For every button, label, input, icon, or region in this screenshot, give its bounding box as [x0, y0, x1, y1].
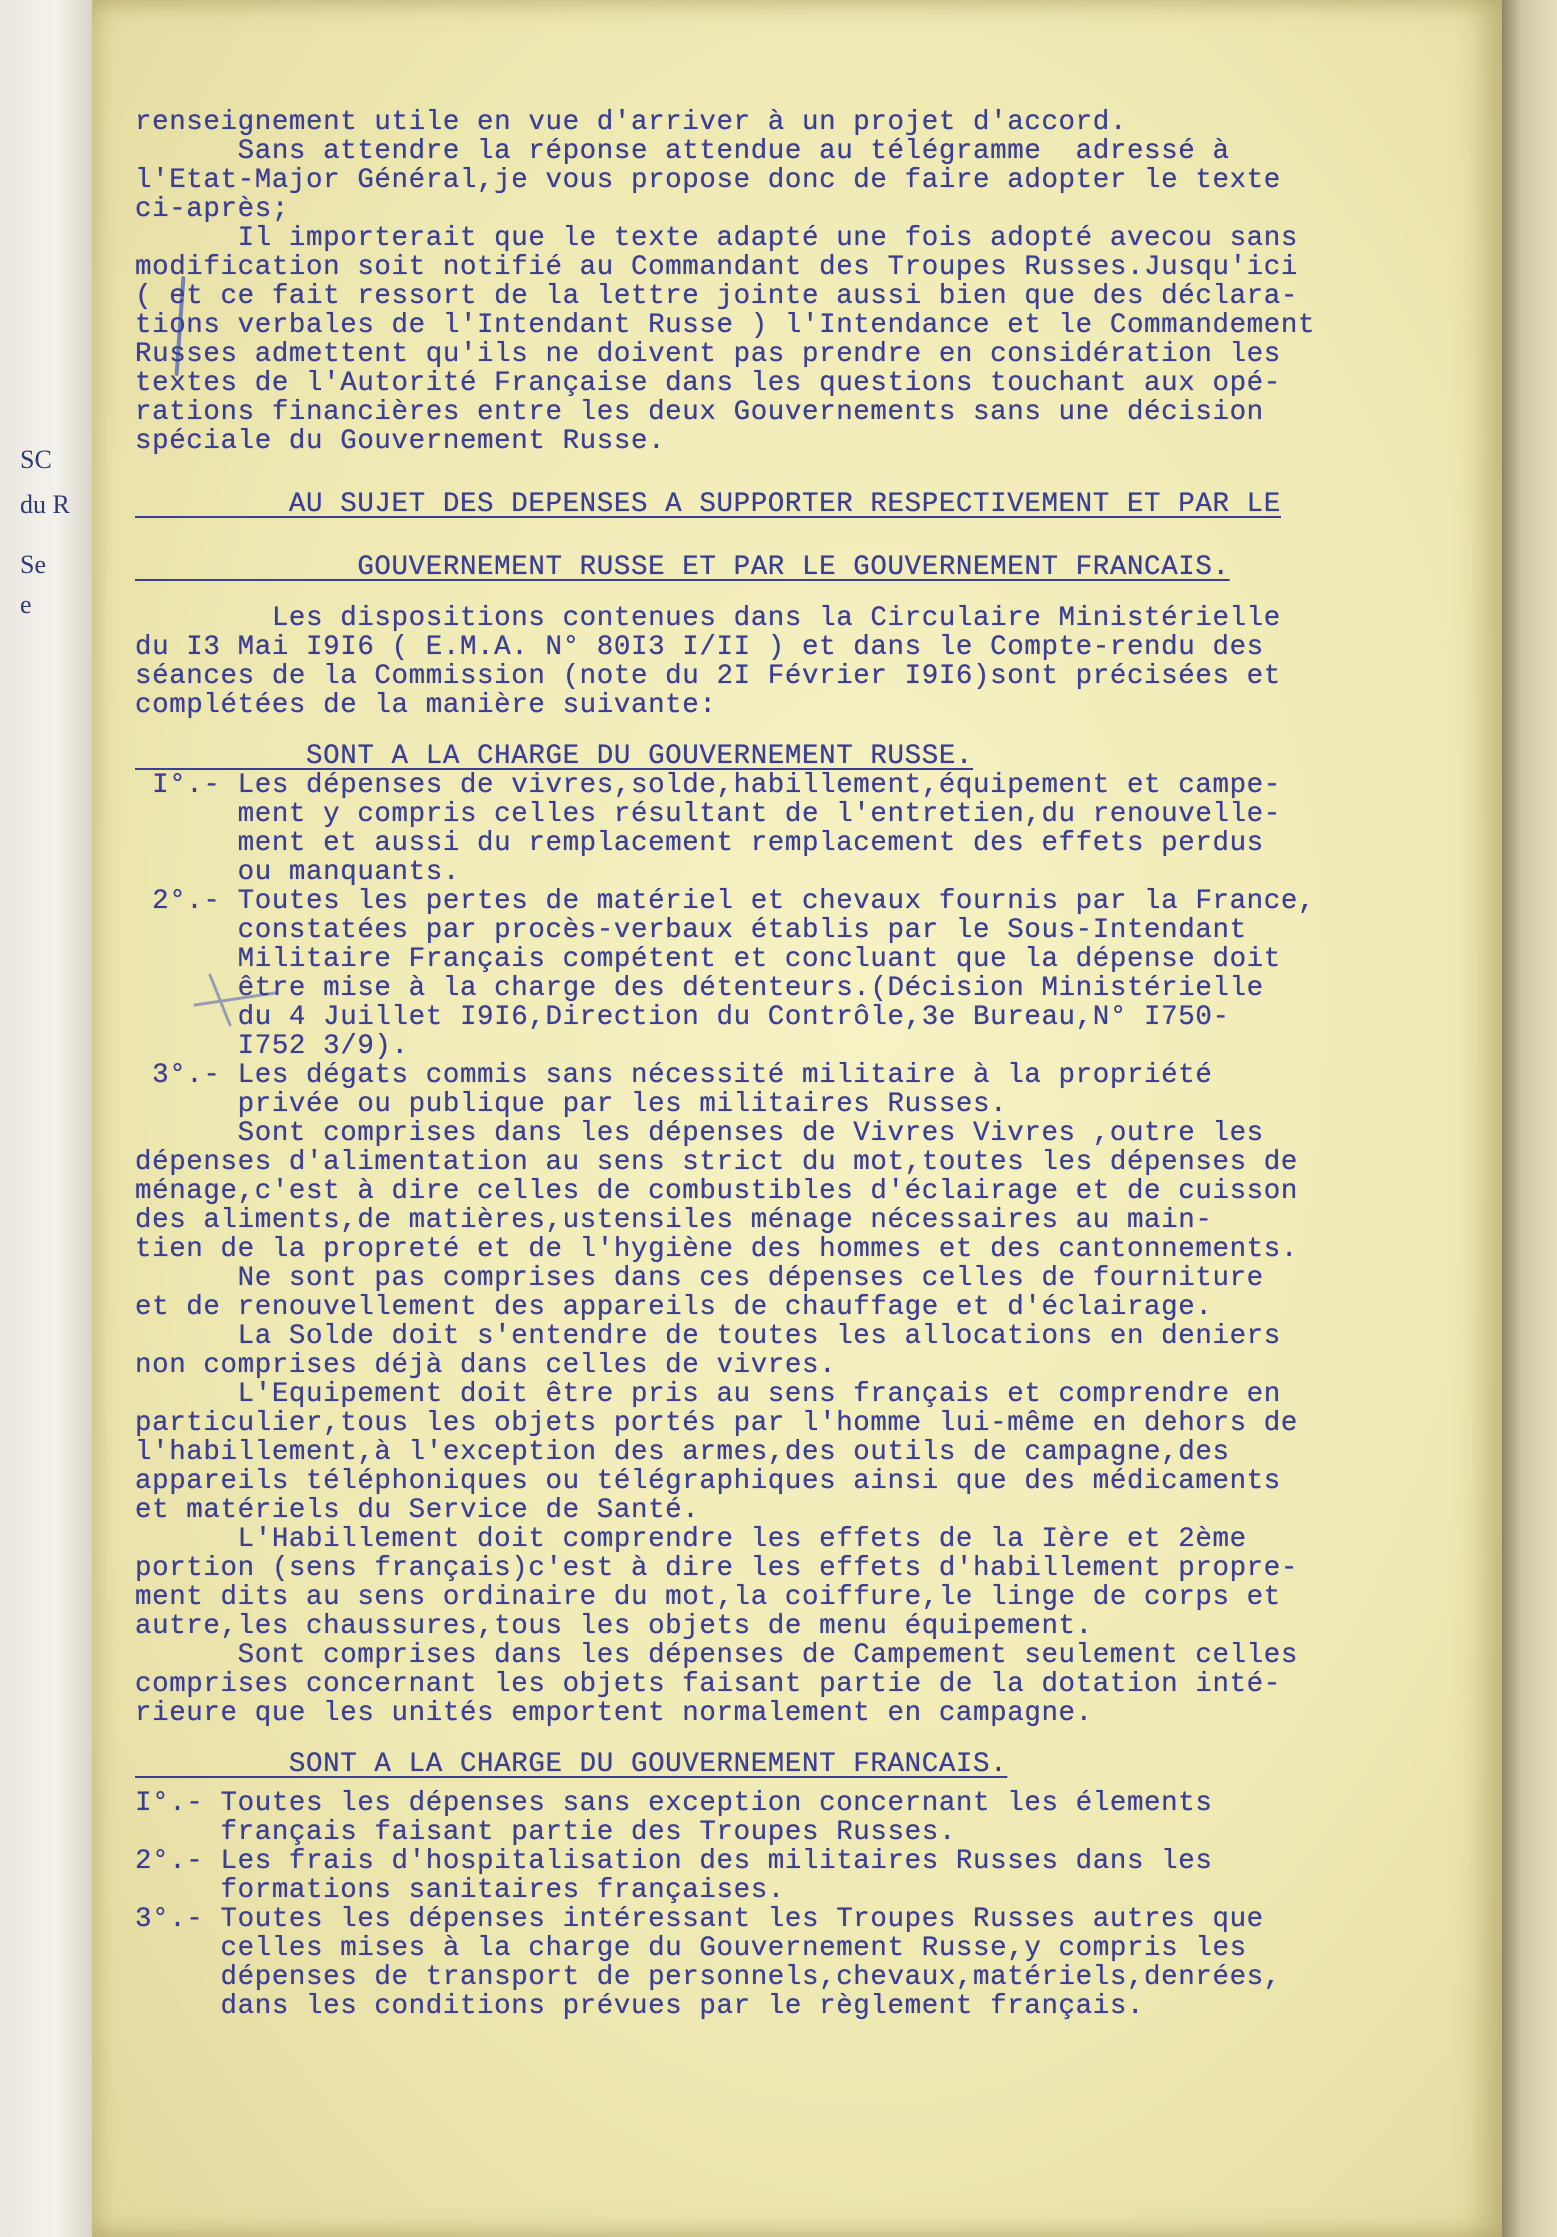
text-line: I°.- Toutes les dépenses sans exception concernant les élements	[135, 1788, 1213, 1819]
text-line: La Solde doit s'entendre de toutes les allocations en deniers	[135, 1321, 1281, 1352]
text-line: Il importerait que le texte adapté une fois adopté avecou sans	[135, 223, 1298, 254]
section-heading: SONT A LA CHARGE DU GOUVERNEMENT RUSSE.	[135, 741, 974, 772]
adjacent-page-edge	[0, 0, 94, 2237]
text-line: comprises concernant les objets faisant partie de la dotation inté-	[135, 1669, 1281, 1700]
margin-fragment: e	[20, 590, 32, 619]
text-line: privée ou publique par les militaires Russes.	[135, 1089, 1008, 1120]
text-line: Sans attendre la réponse attendue au télégramme adressé à	[135, 136, 1230, 167]
paragraph-gap	[135, 720, 1475, 742]
text-line: formations sanitaires françaises.	[135, 1875, 785, 1906]
text-line: Militaire Français compétent et concluant que la dépense doit	[135, 944, 1281, 975]
document-body	[135, 108, 1475, 2021]
text-line: tions verbales de l'Intendant Russe ) l'Intendance et le Commandement	[135, 310, 1316, 341]
text-line: dépenses de transport de personnels,chevaux,matériels,denrées,	[135, 1962, 1281, 1993]
text-line: 3°.- Toutes les dépenses intéressant les Troupes Russes autres que	[135, 1904, 1264, 1935]
text-line: autre,les chaussures,tous les objets de menu équipement.	[135, 1611, 1093, 1642]
text-line: complétées de la manière suivante:	[135, 690, 717, 721]
margin-fragment: du R	[20, 490, 70, 519]
text-line: ment y compris celles résultant de l'entretien,du renouvelle-	[135, 799, 1281, 830]
text-line: Sont comprises dans les dépenses de Campement seulement celles	[135, 1640, 1298, 1671]
margin-fragment: SC	[20, 445, 52, 474]
text-line: portion (sens français)c'est à dire les effets d'habillement propre-	[135, 1553, 1298, 1584]
section-heading: AU SUJET DES DEPENSES A SUPPORTER RESPECTIVEMENT ET PAR LE	[135, 489, 1281, 520]
text-line: dépenses d'alimentation au sens strict du mot,toutes les dépenses de	[135, 1147, 1298, 1178]
section-heading: GOUVERNEMENT RUSSE ET PAR LE GOUVERNEMENT FRANCAIS.	[135, 552, 1230, 583]
text-line: I752 3/9).	[135, 1031, 409, 1062]
text-line: l'Etat-Major Général,je vous propose donc de faire adopter le texte	[135, 165, 1281, 196]
text-line: particulier,tous les objets portés par l'homme lui-même en dehors de	[135, 1408, 1298, 1439]
text-line: ou manquants.	[135, 857, 460, 888]
text-line: Sont comprises dans les dépenses de Vivres Vivres ,outre les	[135, 1118, 1264, 1149]
section-heading: SONT A LA CHARGE DU GOUVERNEMENT FRANCAIS.	[135, 1749, 1008, 1780]
text-line: des aliments,de matières,ustensiles ménage nécessaires au main-	[135, 1205, 1213, 1236]
text-line: séances de la Commission (note du 2I Février I9I6)sont précisées et	[135, 661, 1281, 692]
text-line: du 4 Juillet I9I6,Direction du Contrôle,3e Bureau,N° I750-	[135, 1002, 1230, 1033]
text-line: I°.- Les dépenses de vivres,solde,habillement,équipement et campe-	[135, 770, 1281, 801]
text-line: rations financières entre les deux Gouvernements sans une décision	[135, 397, 1264, 428]
text-line: français faisant partie des Troupes Russes.	[135, 1817, 956, 1848]
text-line: 3°.- Les dégats commis sans nécessité militaire à la propriété	[135, 1060, 1213, 1091]
text-line: 2°.- Toutes les pertes de matériel et chevaux fournis par la France,	[135, 886, 1316, 917]
text-line: du I3 Mai I9I6 ( E.M.A. N° 80I3 I/II ) et dans le Compte-rendu des	[135, 632, 1264, 663]
paragraph-gap	[135, 456, 1475, 490]
text-line: constatées par procès-verbaux établis par le Sous-Intendant	[135, 915, 1247, 946]
text-line: et de renouvellement des appareils de chauffage et d'éclairage.	[135, 1292, 1213, 1323]
page-edge-shadow	[1502, 0, 1557, 2237]
text-line: appareils téléphoniques ou télégraphiques ainsi que des médicaments	[135, 1466, 1281, 1497]
text-line: ment et aussi du remplacement remplacement des effets perdus	[135, 828, 1264, 859]
text-line: l'habillement,à l'exception des armes,des outils de campagne,des	[135, 1437, 1230, 1468]
paragraph-gap	[135, 582, 1475, 604]
text-line: ( et ce fait ressort de la lettre jointe aussi bien que des déclara-	[135, 281, 1298, 312]
text-line: Ne sont pas comprises dans ces dépenses celles de fourniture	[135, 1263, 1264, 1294]
text-line: L'Equipement doit être pris au sens français et comprendre en	[135, 1379, 1281, 1410]
text-line: dans les conditions prévues par le règlement français.	[135, 1991, 1145, 2022]
text-line: être mise à la charge des détenteurs.(Décision Ministérielle	[135, 973, 1264, 1004]
text-line: ci-après;	[135, 194, 289, 225]
text-line: rieure que les unités emportent normalement en campagne.	[135, 1698, 1093, 1729]
text-line: tien de la propreté et de l'hygiène des hommes et des cantonnements.	[135, 1234, 1298, 1265]
text-line: modification soit notifié au Commandant des Troupes Russes.Jusqu'ici	[135, 252, 1298, 283]
text-line: Russes admettent qu'ils ne doivent pas prendre en considération les	[135, 339, 1281, 370]
text-line: ménage,c'est à dire celles de combustibles d'éclairage et de cuisson	[135, 1176, 1298, 1207]
text-line: renseignement utile en vue d'arriver à un projet d'accord.	[135, 107, 1127, 138]
text-line: L'Habillement doit comprendre les effets de la Ière et 2ème	[135, 1524, 1247, 1555]
text-line: spéciale du Gouvernement Russe.	[135, 426, 666, 457]
text-line: ment dits au sens ordinaire du mot,la coiffure,le linge de corps et	[135, 1582, 1281, 1613]
text-line: et matériels du Service de Santé.	[135, 1495, 700, 1526]
text-line: textes de l'Autorité Française dans les questions touchant aux opé-	[135, 368, 1281, 399]
margin-fragment: Se	[20, 550, 46, 579]
text-line: Les dispositions contenues dans la Circulaire Ministérielle	[135, 603, 1281, 634]
text-line: non comprises déjà dans celles de vivres.	[135, 1350, 837, 1381]
paragraph-gap	[135, 1728, 1475, 1750]
text-line: celles mises à la charge du Gouvernement Russe,y compris les	[135, 1933, 1247, 1964]
text-line: 2°.- Les frais d'hospitalisation des militaires Russes dans les	[135, 1846, 1213, 1877]
paragraph-gap	[135, 519, 1475, 553]
